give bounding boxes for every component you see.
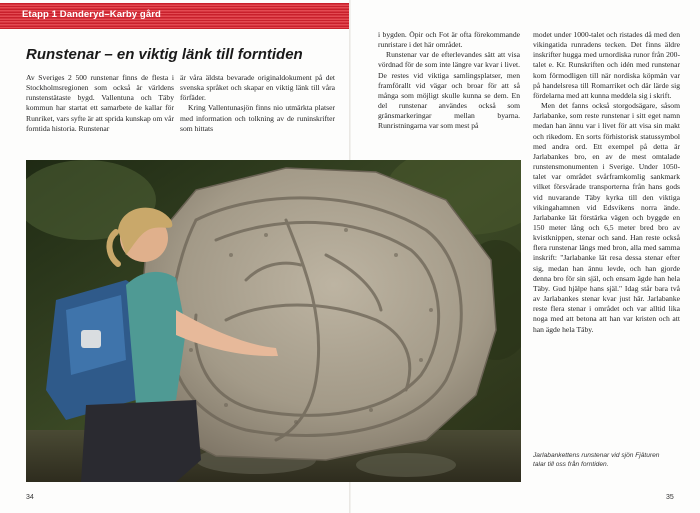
page-number-left: 34: [26, 494, 34, 501]
paragraph: Runstenar var de efterlevandes sätt att visa vördnad för de som inte längre var kvar i livet. De restes vid viktiga samlingsplatser, men framförallt vid vägar och broar för att så många som möjligt skulle kunna se dem. En del runstenar användes också som gränsmarkeringar mellan byarna. Runristningarna var som mest på: [378, 50, 520, 131]
photo-caption: Jarlabankettens runstenar vid sjön Fjäturen talar till oss från forntiden.: [533, 452, 660, 468]
article-title: Runstenar – en viktig länk till forntiden: [26, 46, 303, 63]
right-column-1: [378, 30, 520, 132]
paragraph: är våra äldsta bevarade originaldokument på det svenska språket och skapar en viktig länk till våra förfäder.: [180, 73, 335, 103]
paragraph: i bygden. Öpir och Fot är ofta förekommande runristare i det här området.: [378, 30, 520, 50]
paragraph: Kring Vallentunasjön finns nio utmärkta platser med information och tolkning av de runinskrifter som hittats: [180, 103, 335, 133]
stage-banner: [0, 3, 349, 29]
photo-illustration: [26, 160, 521, 482]
left-column-1: [26, 73, 174, 134]
right-column-2: [533, 30, 680, 335]
paragraph: Men det fanns också storgodsägare, såsom Jarlabanke, som reste runstenar i sitt eget namn medan han ännu var i livet för att visa sin makt och rikedom. En sorts förhistorisk statussymbol med andra ord. Ett exempel på detta är Jarlabankes bro, en av de mest omtalade runstensmonumenten i Sverige. Under 1050-talet var området svårframkomlig sankmark vilket försvårade transporterna från hans gods vid nuvarande Täby kyrka till den viktiga vikingahamnen vid Edsvikens norra ände. Jarlabanke lät förstärka vägen och byggde en 150 meter lång och 6,5 meter bred bro av kvistknippen, stenar och sand. Han reste också flera runstenar längs med bron, alla med samma inskrift: "Jarlabanke lät resa dessa stenar efter sig, medan han ännu levde, och han gjorde denna bro för sin själ, och ensam ägde han hela Täby. Gud hjälpe hans själ." Idag står bara två av Jarlabankes stenar kvar just här. Jarlabanke reste flera stenar i området och var alltid lika noga med att betona att han var kristen och att han ägde hela Täby.: [533, 101, 680, 334]
runestone-photo: [26, 160, 521, 482]
left-column-2: [180, 73, 335, 134]
stage-label: Etapp 1 Danderyd–Karby gård: [22, 9, 161, 20]
paragraph: modet under 1000-talet och ristades då med den vikingatida runradens tecken. Det finns äldre inskrifter hugga med urnordiska runor från 200-talet e. Kr. Runskriften och idén med runstenar kom förmodligen till när nordiska köpmän var på handelsresa till Romarriket och där lärde sig fördelarna med att kunna meddela sig i skrift.: [533, 30, 680, 100]
page-number-right: 35: [666, 494, 674, 501]
paragraph: Av Sveriges 2 500 runstenar finns de flesta i Stockholmsregionen som också är världens runstenstätaste bygd. Vallentuna och Täby kommun har startat ett samarbete de kallar för Runriket, vars syfte är att sprida kunskap om vår forntida historia. Runstenar: [26, 73, 174, 133]
